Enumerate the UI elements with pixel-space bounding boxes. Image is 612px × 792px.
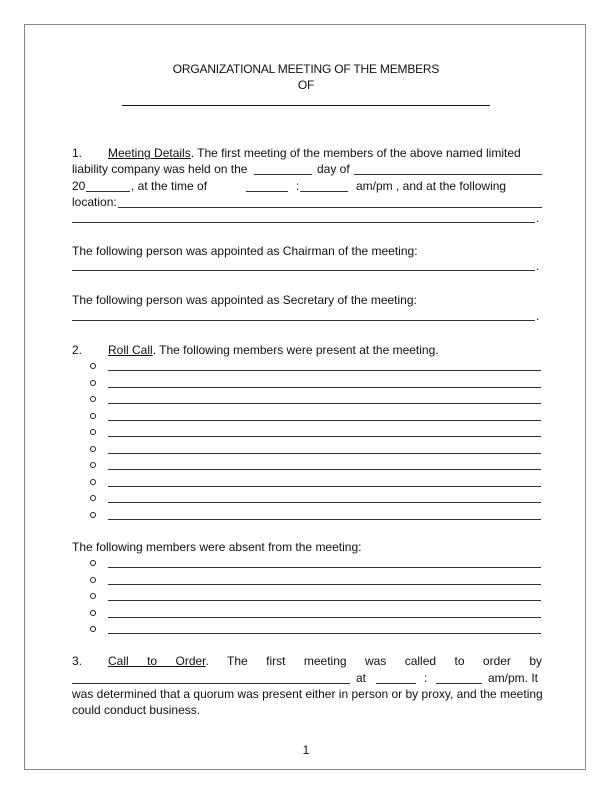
- section3-text-a: . The first meeting was called to order by: [205, 654, 542, 668]
- section1-text-b2: day of: [317, 162, 350, 176]
- present-member-bullet-icon: [90, 363, 96, 369]
- section1-text-c3: :: [296, 179, 300, 193]
- present-member-name-blank[interactable]: [108, 502, 541, 503]
- absent-member-name-blank[interactable]: [108, 567, 541, 568]
- section3-text-c: was determined that a quorum was present either in person or by proxy, and the meeting: [72, 687, 543, 701]
- present-member-name-blank[interactable]: [108, 486, 541, 487]
- absent-member-name-blank[interactable]: [108, 633, 541, 634]
- section2-heading: Roll Call: [108, 343, 153, 357]
- present-member-bullet-icon: [90, 512, 96, 518]
- section2-number: 2.: [72, 343, 83, 357]
- absent-text: The following members were absent from the meeting:: [72, 540, 362, 554]
- present-member-bullet-icon: [90, 380, 96, 386]
- section2-line: [108, 342, 439, 359]
- secretary-blank[interactable]: [72, 320, 535, 321]
- chairman-period: .: [536, 259, 540, 273]
- present-member-name-blank[interactable]: [108, 403, 541, 404]
- present-member-name-blank[interactable]: [108, 420, 541, 421]
- secretary-period: .: [536, 309, 540, 323]
- present-member-bullet-icon: [90, 495, 96, 501]
- document-title: ORGANIZATIONAL MEETING OF THE MEMBERS: [172, 62, 440, 76]
- page-number: 1: [302, 743, 310, 757]
- meeting-year-blank[interactable]: [86, 191, 130, 192]
- location-blank-1[interactable]: [118, 207, 542, 208]
- absent-member-bullet-icon: [90, 610, 96, 616]
- section1-text-c4: am/pm , and at the following: [356, 179, 507, 193]
- section3-heading: Call to Order: [108, 654, 206, 668]
- section3-text-b1: at: [356, 671, 367, 685]
- section2-text: . The following members were present at the meeting.: [152, 343, 439, 357]
- section1-text-a: . The first meeting of the members of the above named limited: [190, 146, 521, 160]
- section3-text-b3: am/pm. It: [488, 671, 539, 685]
- present-member-bullet-icon: [90, 429, 96, 435]
- present-member-bullet-icon: [90, 462, 96, 468]
- present-member-name-blank[interactable]: [108, 387, 541, 388]
- present-member-name-blank[interactable]: [108, 370, 541, 371]
- meeting-minute-blank[interactable]: [300, 191, 348, 192]
- present-member-name-blank[interactable]: [108, 469, 541, 470]
- section1-text-c2: , at the time of: [131, 179, 208, 193]
- absent-member-bullet-icon: [90, 626, 96, 632]
- chairman-blank[interactable]: [72, 270, 535, 271]
- document-title-of: OF: [297, 78, 315, 92]
- absent-member-bullet-icon: [90, 577, 96, 583]
- absent-member-name-blank[interactable]: [108, 617, 541, 618]
- location-period: .: [536, 211, 540, 225]
- section1-text-d: location:: [72, 195, 117, 209]
- location-blank-2[interactable]: [72, 222, 535, 223]
- present-member-bullet-icon: [90, 413, 96, 419]
- meeting-month-blank[interactable]: [354, 174, 542, 175]
- absent-member-name-blank[interactable]: [108, 584, 541, 585]
- absent-member-bullet-icon: [90, 560, 96, 566]
- present-member-name-blank[interactable]: [108, 453, 541, 454]
- section3-number: 3.: [72, 654, 83, 668]
- section3-text-d: could conduct business.: [72, 703, 201, 717]
- secretary-text: The following person was appointed as Secretary of the meeting:: [72, 293, 417, 307]
- section1-number: 1.: [72, 146, 83, 160]
- absent-member-bullet-icon: [90, 593, 96, 599]
- meeting-day-blank[interactable]: [254, 174, 312, 175]
- called-minute-blank[interactable]: [436, 683, 482, 684]
- present-member-bullet-icon: [90, 479, 96, 485]
- called-hour-blank[interactable]: [376, 683, 416, 684]
- chairman-text: The following person was appointed as Chairman of the meeting:: [72, 244, 418, 258]
- present-member-name-blank[interactable]: [108, 436, 541, 437]
- meeting-hour-blank[interactable]: [246, 191, 288, 192]
- section1-text-b1: liability company was held on the: [72, 162, 248, 176]
- absent-member-name-blank[interactable]: [108, 600, 541, 601]
- present-member-bullet-icon: [90, 446, 96, 452]
- section3-text-b2: :: [424, 671, 428, 685]
- section3-line-a: [108, 653, 542, 670]
- present-member-bullet-icon: [90, 396, 96, 402]
- section1-heading: Meeting Details: [108, 146, 191, 160]
- section1-line-a: [108, 145, 542, 162]
- called-by-blank[interactable]: [72, 683, 350, 684]
- section1-text-c1: 20: [72, 179, 86, 193]
- company-name-blank[interactable]: [122, 105, 490, 106]
- present-member-name-blank[interactable]: [108, 519, 541, 520]
